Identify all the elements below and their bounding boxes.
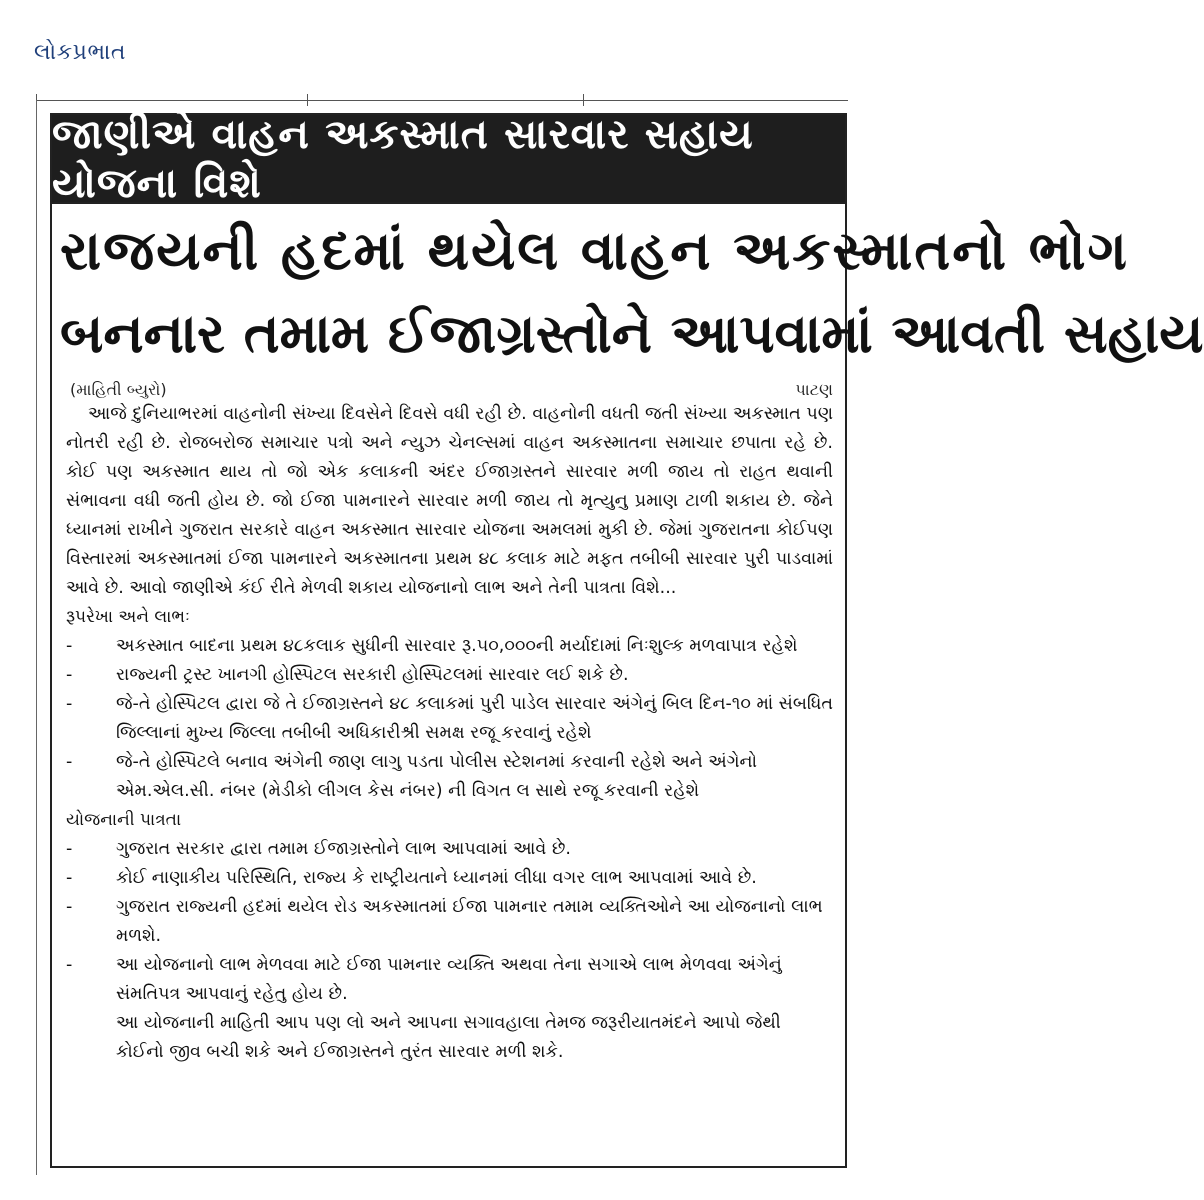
list-item [66, 835, 833, 864]
list-dash: - [66, 955, 73, 975]
list-dash: - [66, 636, 73, 656]
column-tick [307, 94, 308, 106]
list-dash: - [66, 752, 73, 772]
article-headline [52, 204, 1204, 376]
list-item-text: જે-તે હોસ્પિટલ દ્વારા જે તે ઈજાગ્રસ્તને ૪૮ કલાકમાં પુરી પાડેલ સારવાર અંગેનું બિલ દિન-૧૦ માં સંબધિત જિલ્લાનાં મુખ્ય જિલ્લા તબીબી અધિકારીશ્રી સમક્ષ રજૂ કરવાનું રહેશે [116, 694, 833, 743]
list-item [66, 690, 833, 748]
dateline [52, 376, 845, 400]
intro-paragraph: આજે દુનિયાભરમાં વાહનોની સંખ્યા દિવસેને દિવસે વધી રહી છે. વાહનોની વધતી જતી સંખ્યા અકસ્માત પણ નોતરી રહી છે. રોજબરોજ સમાચાર પત્રો અને ન્યુઝ ચેનલ્સમાં વાહન અકસ્માતના સમાચાર છપાતા રહે છે. કોઈ પણ અકસ્માત થાય તો જો એક કલાકની અંદર ઈજાગ્રસ્તને સારવાર મળી જાય તો રાહત થવાની સંભાવના વધી જતી હોય છે. જો ઈજા પામનારને સારવાર મળી જાય તો મૃત્યુનુ પ્રમાણ ટાળી શકાય છે. જેને ધ્યાનમાં રાખીને ગુજરાત સરકારે વાહન અકસ્માત સારવાર યોજના અમલમાં મુકી છે. જેમાં ગુજરાતના કોઈપણ વિસ્તારમાં અકસ્માતમાં ઈજા પામનારને અકસ્માતના પ્રથમ ૪૮ કલાક માટે મફત તબીબી સારવાર પુરી પાડવામાં આવે છે. આવો જાણીએ કંઈ રીતે મેળવી શકાય યોજનાનો લાભ અને તેની પાત્રતા વિશે... [66, 404, 833, 598]
list-item [66, 748, 833, 806]
column-tick [583, 94, 584, 106]
list-dash: - [66, 897, 73, 917]
list-item-text: આ યોજનાનો લાભ મેળવવા માટે ઈજા પામનાર વ્યક્તિ અથવા તેના સગાએ લાભ મેળવવા અંગેનું સંમતિપત્ર આપવાનું રહેતુ હોય છે. [116, 955, 782, 1004]
list-item-text: રાજ્યની ટ્રસ્ટ ખાનગી હોસ્પિટલ સરકારી હોસ્પિટલમાં સારવાર લઈ શકે છે. [116, 665, 629, 685]
list-item-text: કોઈ નાણાકીય પરિસ્થિતિ, રાજ્ય કે રાષ્ટ્રીયતાને ધ્યાનમાં લીધા વગર લાભ આપવામાં આવે છે. [116, 868, 757, 888]
news-place: પાટણ [795, 380, 833, 399]
list-item-text: ગુજરાત રાજ્યની હદમાં થયેલ રોડ અકસ્માતમાં ઈજા પામનાર તમામ વ્યક્તિઓને આ યોજનાનો લાભ મળશે. [116, 897, 823, 946]
list-item [66, 864, 833, 893]
list-dash: - [66, 665, 73, 685]
list-dash: - [66, 839, 73, 859]
list-dash: - [66, 868, 73, 888]
list-item-text: જે-તે હોસ્પિટલે બનાવ અંગેની જાણ લાગુ પડતા પોલીસ સ્ટેશનમાં કરવાની રહેશે અને અંગેનો એમ.એલ.સી. નંબર (મેડીકો લીગલ કેસ નંબર) ની વિગત લ સાથે રજૂ કરવાની રહેશે [116, 752, 757, 801]
article-body [52, 400, 845, 1067]
news-source: (માહિતી બ્યુરો) [70, 380, 167, 399]
list-item [66, 632, 833, 661]
list-dash: - [66, 694, 73, 714]
column-divider [36, 100, 37, 1175]
news-article [50, 109, 1204, 1168]
section-heading-outline: રૂપરેખા અને લાભઃ [66, 607, 190, 627]
headline-line-1: રાજયની હદમાં થયેલ વાહન અકસ્માતનો ભોગ [60, 219, 1129, 282]
newspaper-masthead: લોકપ્રભાત [34, 40, 127, 65]
headline-line-2: બનનાર તમામ ઈજાગ્રસ્તોને આપવામાં આવતી સહાય [60, 302, 1204, 365]
list-item [66, 951, 833, 1009]
list-item-text: અકસ્માત બાદના પ્રથમ ૪૮કલાક સુધીની સારવાર રૂ.૫૦,૦૦૦ની મર્યાદામાં નિઃશુલ્ક મળવાપાત્ર રહેશે [116, 636, 798, 656]
article-banner: જાણીએ વાહન અકસ્માત સારવાર સહાય યોજના વિશે [52, 115, 845, 204]
page-top-rule [36, 100, 848, 101]
closing-paragraph: આ યોજનાની માહિતી આપ પણ લો અને આપના સગાવહાલા તેમજ જરૂરીયાતમંદને આપો જેથી કોઈનો જીવ બચી શકે અને ઈજાગ્રસ્તને તુરંત સારવાર મળી શકે. [116, 1013, 781, 1062]
list-item [66, 893, 833, 951]
list-item [66, 661, 833, 690]
list-item-text: ગુજરાત સરકાર દ્વારા તમામ ઈજાગ્રસ્તોને લાભ આપવામાં આવે છે. [116, 839, 571, 859]
section-heading-eligibility: યોજનાની પાત્રતા [66, 810, 182, 830]
